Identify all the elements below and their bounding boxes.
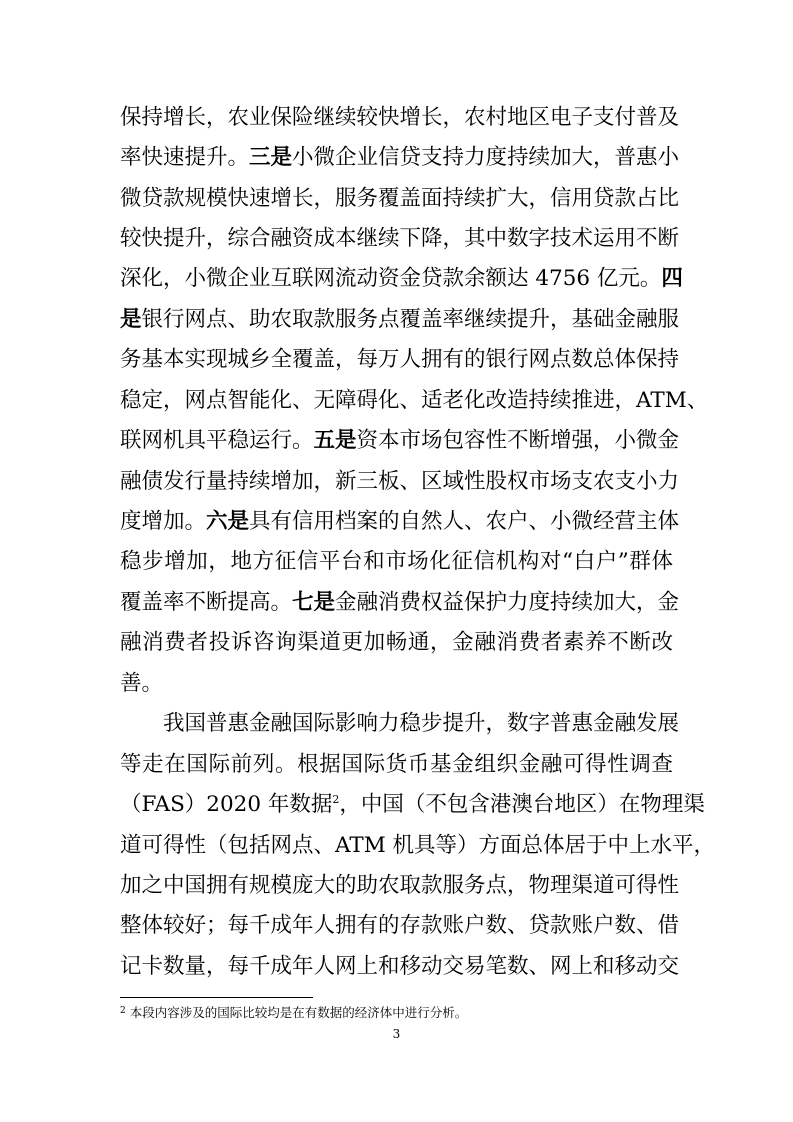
footnote-text: 本段内容涉及的国际比较均是在有数据的经济体中进行分析。 [129,1005,468,1020]
footnote-separator [120,997,313,998]
text-line: 记卡数量，每千成年人网上和移动交易笔数、网上和移动交 [120,954,680,979]
text-line: 稳定，网点智能化、无障碍化、适老化改造持续推进，ATM、 [120,388,709,413]
text-line: 善。 [120,671,164,696]
text-line: 我国普惠金融国际影响力稳步提升，数字普惠金融发展 [163,711,680,736]
emphasis-text: 四 [661,266,683,291]
emphasis-text: 六是 [206,509,250,534]
text-line: 率快速提升。三是小微企业信贷支持力度持续加大，普惠小 [120,145,680,170]
footnote [120,1004,467,1022]
text-line: 融消费者投诉咨询渠道更加畅通，金融消费者素养不断改 [120,630,673,655]
text-line: 是银行网点、助农取款服务点覆盖率继续提升，基础金融服 [120,307,680,332]
text-line: 较快提升，综合融资成本继续下降，其中数字技术运用不断 [120,226,680,251]
footnote-marker: 2 [120,1006,126,1016]
emphasis-text: 五是 [313,428,357,453]
text-line: 微贷款规模快速增长，服务覆盖面持续扩大，信用贷款占比 [120,186,680,211]
footnote-reference[interactable]: 2 [332,793,340,806]
text-line: 融债发行量持续增加，新三板、区域性股权市场支农支小力 [120,469,680,494]
emphasis-text: 七是 [292,590,336,615]
text-line: 覆盖率不断提高。七是金融消费权益保护力度持续加大，金 [120,590,680,615]
page-number: 3 [392,1027,401,1041]
text-line: 等走在国际前列。根据国际货币基金组织金融可得性调查 [120,752,673,777]
text-line: 务基本实现城乡全覆盖，每万人拥有的银行网点数总体保持 [120,347,680,372]
text-line: 道可得性（包括网点、ATM 机具等）方面总体居于中上水平， [120,833,716,858]
emphasis-text: 三是 [249,145,293,170]
text-line: 保持增长，农业保险继续较快增长，农村地区电子支付普及 [120,105,680,130]
text-line: 加之中国拥有规模庞大的助农取款服务点，物理渠道可得性 [120,873,680,898]
text-line: 深化，小微企业互联网流动资金贷款余额达 4756 亿元。四 [120,266,683,291]
text-line: 稳步增加，地方征信平台和市场化征信机构对“白户”群体 [120,549,673,574]
text-line: （FAS）2020 年数据$^2$，中国（不包含港澳台地区）在物理渠 [120,792,705,817]
text-line: 整体较好；每千成年人拥有的存款账户数、贷款账户数、借 [120,913,680,938]
text-line: 度增加。六是具有信用档案的自然人、农户、小微经营主体 [120,509,680,534]
text-line: 联网机具平稳运行。五是资本市场包容性不断增强，小微金 [120,428,680,453]
emphasis-text: 是 [120,307,142,332]
